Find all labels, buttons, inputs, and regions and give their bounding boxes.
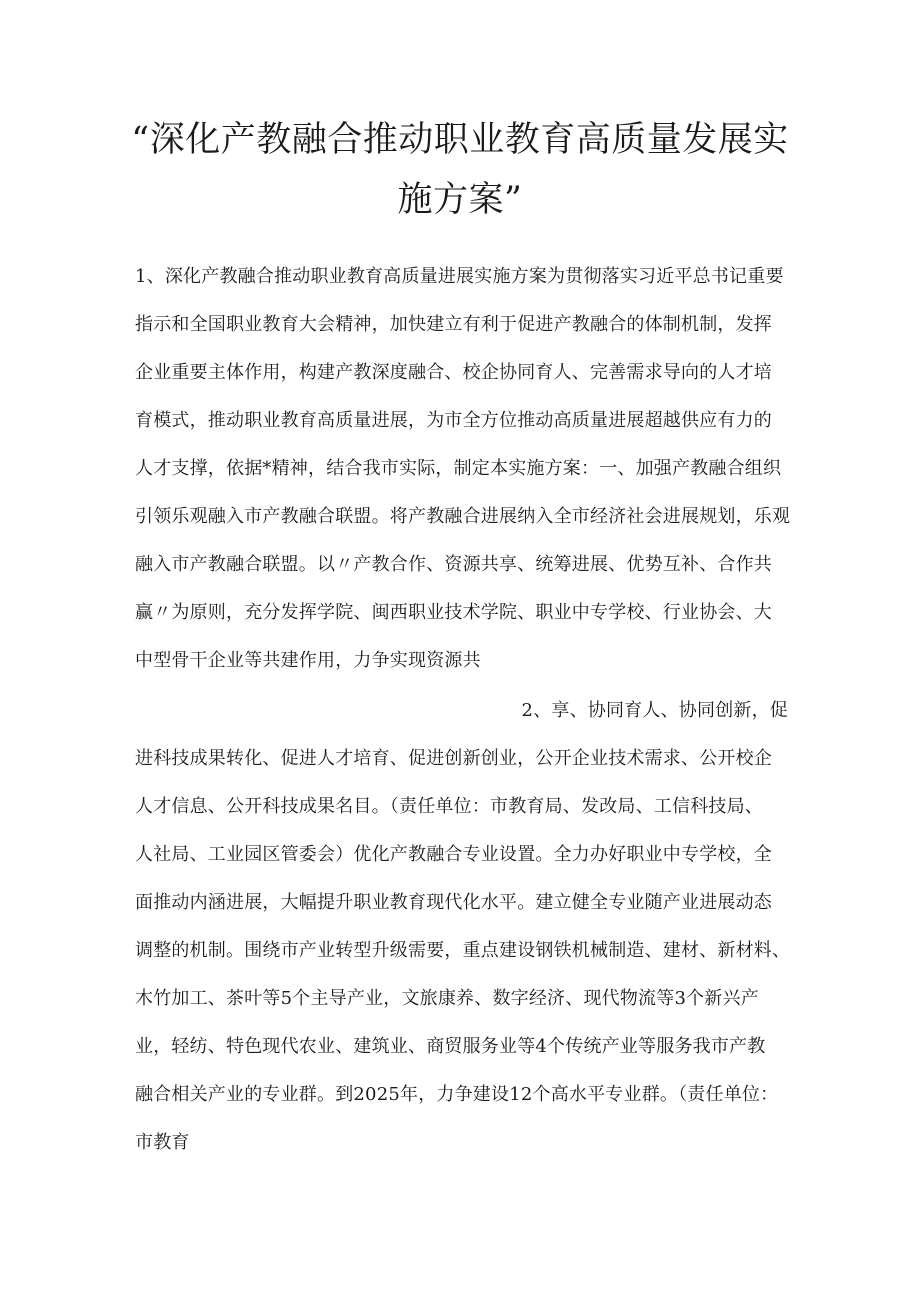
paragraph-line: 木竹加工、茶叶等5个主导产业，文旅康养、数字经济、现代物流等3个新兴产 [135,988,759,1009]
paragraph-line: 赢〃为原则，充分发挥学院、闽西职业技术学院、职业中专学校、行业协会、大 [135,602,772,623]
paragraph-line: 引领乐观融入市产教融合联盟。将产教融合进展纳入全市经济社会进展规划，乐观 [135,506,791,527]
document-title-line-2: 施方案” [397,180,523,220]
paragraph-line: 指示和全国职业教育大会精神，加快建立有利于促进产教融合的体制机制，发挥 [135,314,772,335]
paragraph-line: 1、深化产教融合推动职业教育高质量进展实施方案为贯彻落实习近平总书记重要 [135,266,784,287]
paragraph-line: 人才信息、公开科技成果名目。（责任单位：市教育局、发改局、工信科技局、 [135,796,763,817]
paragraph-line: 中型骨干企业等共建作用，力争实现资源共 [135,650,481,671]
paragraph-line: 调整的机制。围绕市产业转型升级需要，重点建设钢铁机械制造、建材、新材料、 [135,940,791,961]
paragraph-line: 人才支撑，依据*精神，结合我市实际，制定本实施方案：一、加强产教融合组织 [135,458,782,479]
paragraph-line: 市教育 [135,1132,190,1153]
paragraph-line: 融入市产教融合联盟。以〃产教合作、资源共享、统筹进展、优势互补、合作共 [135,554,772,575]
paragraph-line: 育模式，推动职业教育高质量进展，为市全方位推动高质量进展超越供应有力的 [135,410,772,431]
paragraph-line: 进科技成果转化、促进人才培育、促进创新创业，公开企业技术需求、公开校企 [135,748,772,769]
paragraph-line: 融合相关产业的专业群。到2025年，力争建设12个高水平专业群。（责任单位： [135,1084,779,1105]
document-title-line-1: “深化产教融合推动职业教育高质量发展实 [131,120,789,160]
paragraph-line: 人社局、工业园区管委会）优化产教融合专业设置。全力办好职业中专学校，全 [135,844,772,865]
paragraph-line: 企业重要主体作用，构建产教深度融合、校企协同育人、完善需求导向的人才培 [135,362,772,383]
paragraph-line: 业，轻纺、特色现代农业、建筑业、商贸服务业等4个传统产业等服务我市产教 [135,1036,766,1057]
paragraph-line: 面推动内涵进展，大幅提升职业教育现代化水平。建立健全专业随产业进展动态 [135,892,772,913]
paragraph-line: 2、享、协同育人、协同创新，促 [521,700,788,721]
